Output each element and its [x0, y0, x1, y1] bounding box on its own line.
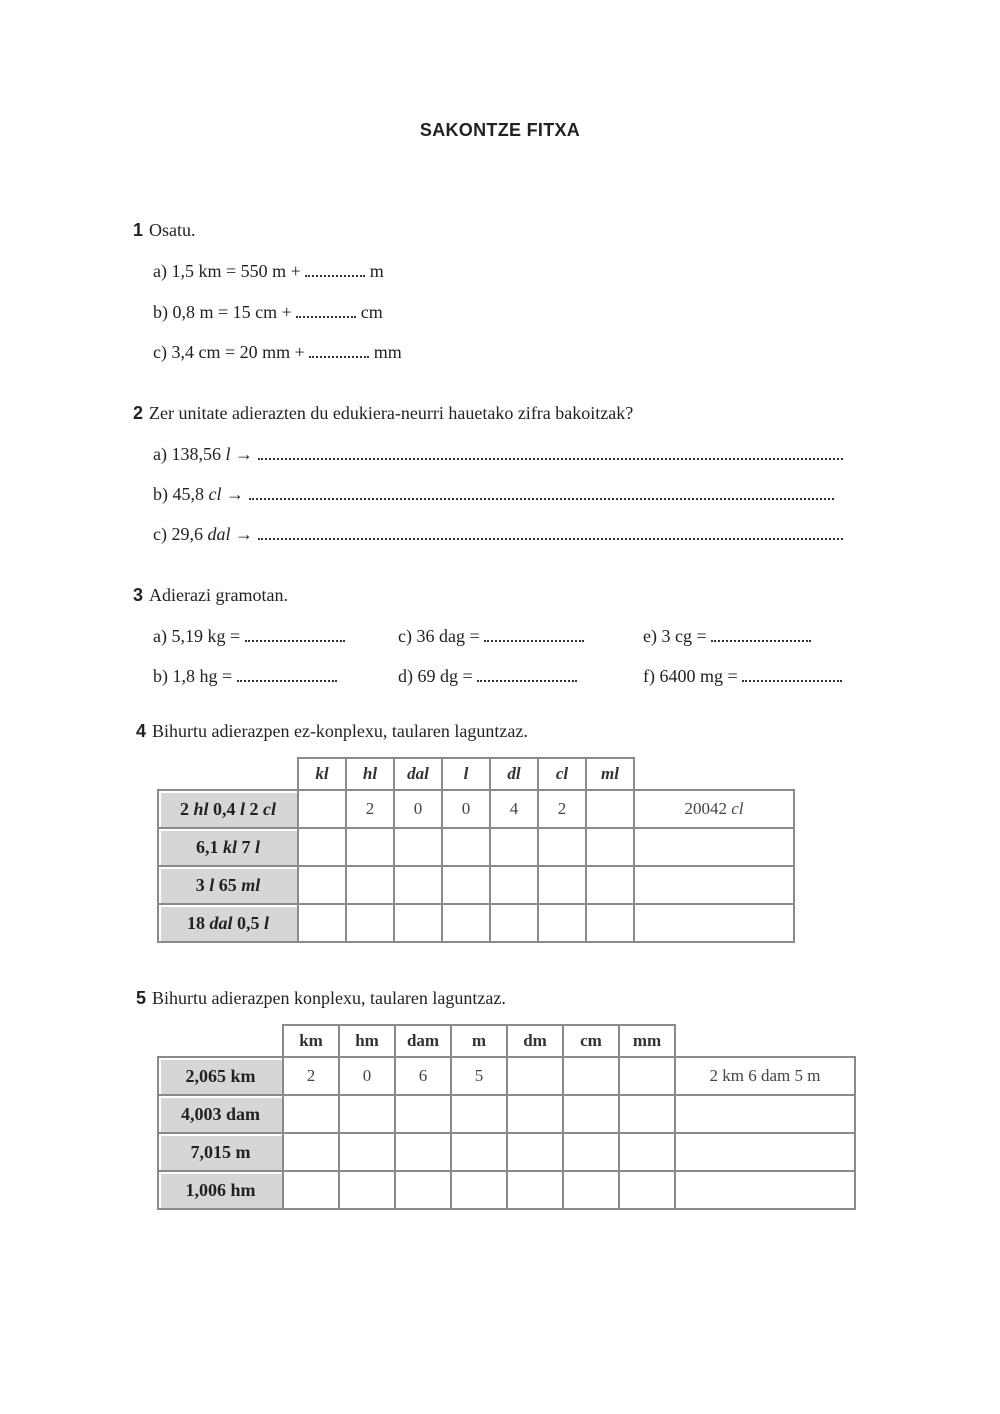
exercise-line — [153, 524, 843, 545]
exercise-text: a) 1,5 km = 550 m + — [153, 261, 301, 281]
digit-cell[interactable] — [538, 828, 586, 866]
result-cell[interactable] — [675, 1171, 855, 1209]
row-label: 2,065 km — [158, 1057, 283, 1095]
row-label: 2 hl 0,4 l 2 cl — [158, 790, 298, 828]
exercise-line — [643, 666, 842, 687]
question-number: 3 — [133, 585, 144, 605]
answer-blank[interactable] — [477, 668, 577, 682]
digit-cell[interactable] — [563, 1095, 619, 1133]
arrow-icon: → — [235, 524, 253, 544]
question-2-heading — [133, 403, 633, 424]
column-header: hm — [339, 1025, 395, 1057]
page-title: SAKONTZE FITXA — [419, 120, 581, 140]
exercise-line — [153, 484, 834, 505]
digit-cell[interactable] — [394, 904, 442, 942]
answer-blank[interactable] — [296, 304, 356, 318]
blank-cell — [158, 1025, 283, 1057]
digit-cell[interactable] — [451, 1133, 507, 1171]
column-header: dm — [507, 1025, 563, 1057]
row-label: 1,006 hm — [158, 1171, 283, 1209]
digit-cell[interactable] — [339, 1095, 395, 1133]
digit-cell[interactable] — [346, 904, 394, 942]
answer-blank[interactable] — [305, 263, 365, 277]
digit-cell[interactable] — [346, 828, 394, 866]
question-number: 1 — [133, 220, 144, 240]
digit-cell[interactable] — [298, 790, 346, 828]
question-5-heading — [136, 988, 506, 1009]
digit-cell[interactable] — [283, 1133, 339, 1171]
question-1-heading — [133, 220, 196, 241]
unit-label: dal — [207, 524, 231, 544]
digit-cell[interactable] — [619, 1171, 675, 1209]
row-label: 3 l 65 ml — [158, 866, 298, 904]
table-row — [158, 1095, 855, 1133]
question-number: 5 — [136, 988, 147, 1008]
exercise-line — [643, 626, 811, 647]
blank-cell — [675, 1025, 855, 1057]
digit-cell[interactable]: 6 — [395, 1057, 451, 1095]
question-4-heading — [136, 721, 528, 742]
digit-cell[interactable] — [298, 866, 346, 904]
result-cell[interactable] — [634, 828, 794, 866]
exercise-text: f) 6400 mg = — [643, 666, 738, 686]
arrow-icon: → — [235, 444, 253, 464]
row-label: 4,003 dam — [158, 1095, 283, 1133]
digit-cell[interactable] — [451, 1171, 507, 1209]
result-cell[interactable] — [634, 790, 794, 828]
result-cell[interactable] — [634, 866, 794, 904]
question-text: Zer unitate adierazten du edukiera-neurri hauetako zifra bakoitzak? — [149, 403, 634, 423]
digit-cell[interactable] — [442, 828, 490, 866]
answer-blank[interactable] — [249, 486, 834, 500]
digit-cell[interactable] — [619, 1133, 675, 1171]
digit-cell[interactable] — [283, 1171, 339, 1209]
answer-blank[interactable] — [309, 344, 369, 358]
table-row — [158, 866, 794, 904]
digit-cell[interactable] — [586, 828, 634, 866]
column-header: hl — [346, 758, 394, 790]
column-header: l — [442, 758, 490, 790]
blank-cell — [158, 758, 298, 790]
table-row — [158, 904, 794, 942]
question-text: Osatu. — [149, 220, 196, 240]
unit-label: mm — [373, 342, 402, 362]
exercise-text: b) 1,8 hg = — [153, 666, 233, 686]
blank-cell — [634, 758, 794, 790]
result-unit: cl — [731, 799, 744, 818]
digit-cell[interactable] — [394, 866, 442, 904]
answer-blank[interactable] — [711, 628, 811, 642]
question-text: Adierazi gramotan. — [149, 585, 288, 605]
table-row — [158, 1133, 855, 1171]
digit-cell[interactable]: 0 — [394, 790, 442, 828]
exercise-line — [153, 666, 337, 687]
exercise-text: a) 5,19 kg = — [153, 626, 241, 646]
exercise-text: c) 3,4 cm = 20 mm + — [153, 342, 305, 362]
digit-cell[interactable]: 5 — [451, 1057, 507, 1095]
digit-cell[interactable] — [395, 1133, 451, 1171]
exercise-text: c) 36 dag = — [398, 626, 480, 646]
exercise-text: b) 45,8 — [153, 484, 209, 504]
answer-blank[interactable] — [742, 668, 842, 682]
exercise-line — [153, 261, 384, 282]
unit-label: l — [225, 444, 231, 464]
digit-cell[interactable] — [507, 1171, 563, 1209]
digit-cell[interactable] — [394, 828, 442, 866]
digit-cell[interactable] — [490, 828, 538, 866]
column-header: dal — [394, 758, 442, 790]
row-label: 7,015 m — [158, 1133, 283, 1171]
result-cell[interactable] — [675, 1133, 855, 1171]
digit-cell[interactable] — [619, 1095, 675, 1133]
exercise-line — [398, 666, 577, 687]
column-header: km — [283, 1025, 339, 1057]
digit-cell[interactable] — [586, 790, 634, 828]
result-value: 20042 — [684, 799, 732, 818]
column-header: kl — [298, 758, 346, 790]
exercise-text: a) 138,56 — [153, 444, 226, 464]
answer-blank[interactable] — [258, 446, 843, 460]
unit-label: cm — [360, 302, 383, 322]
digit-cell[interactable] — [395, 1171, 451, 1209]
table-row — [158, 790, 794, 828]
column-header: mm — [619, 1025, 675, 1057]
digit-cell[interactable] — [563, 1057, 619, 1095]
answer-blank[interactable] — [484, 628, 584, 642]
digit-cell[interactable]: 2 — [346, 790, 394, 828]
answer-blank[interactable] — [258, 526, 843, 540]
table-header-row — [158, 1025, 855, 1057]
column-header: dam — [395, 1025, 451, 1057]
digit-cell[interactable] — [586, 866, 634, 904]
result-cell[interactable] — [634, 904, 794, 942]
question-number: 4 — [136, 721, 147, 741]
digit-cell[interactable] — [619, 1057, 675, 1095]
digit-cell[interactable] — [563, 1171, 619, 1209]
digit-cell[interactable] — [283, 1095, 339, 1133]
digit-cell[interactable] — [538, 904, 586, 942]
column-header: ml — [586, 758, 634, 790]
digit-cell[interactable] — [507, 1057, 563, 1095]
row-label: 18 dal 0,5 l — [158, 904, 298, 942]
digit-cell[interactable] — [298, 828, 346, 866]
digit-cell[interactable] — [442, 904, 490, 942]
unit-label: m — [369, 261, 384, 281]
digit-cell[interactable]: 2 — [538, 790, 586, 828]
exercise-line — [153, 626, 345, 647]
exercise-line — [153, 342, 402, 363]
row-label: 6,1 kl 7 l — [158, 828, 298, 866]
answer-blank[interactable] — [245, 628, 345, 642]
digit-cell[interactable]: 0 — [339, 1057, 395, 1095]
exercise-line — [398, 626, 584, 647]
question-number: 2 — [133, 403, 144, 423]
result-cell[interactable] — [675, 1095, 855, 1133]
table-header-row — [158, 758, 794, 790]
exercise-text: d) 69 dg = — [398, 666, 473, 686]
exercise-text: b) 0,8 m = 15 cm + — [153, 302, 292, 322]
column-header: cm — [563, 1025, 619, 1057]
column-header: m — [451, 1025, 507, 1057]
digit-cell[interactable] — [395, 1095, 451, 1133]
digit-cell[interactable] — [538, 866, 586, 904]
column-header: cl — [538, 758, 586, 790]
length-table — [157, 1024, 856, 1210]
capacity-table — [157, 757, 795, 943]
digit-cell[interactable] — [490, 866, 538, 904]
exercise-text: c) 29,6 — [153, 524, 208, 544]
question-text: Bihurtu adierazpen konplexu, taularen laguntzaz. — [152, 988, 506, 1008]
question-3-heading — [133, 585, 288, 606]
digit-cell[interactable] — [507, 1095, 563, 1133]
digit-cell[interactable]: 0 — [442, 790, 490, 828]
question-text: Bihurtu adierazpen ez-konplexu, taularen laguntzaz. — [152, 721, 528, 741]
unit-label: cl — [208, 484, 222, 504]
column-header: dl — [490, 758, 538, 790]
arrow-icon: → — [226, 484, 244, 504]
digit-cell[interactable] — [490, 904, 538, 942]
digit-cell[interactable] — [339, 1133, 395, 1171]
digit-cell[interactable] — [298, 904, 346, 942]
digit-cell[interactable] — [586, 904, 634, 942]
digit-cell[interactable] — [563, 1133, 619, 1171]
digit-cell[interactable]: 2 — [283, 1057, 339, 1095]
digit-cell[interactable]: 4 — [490, 790, 538, 828]
result-cell[interactable]: 2 km 6 dam 5 m — [675, 1057, 855, 1095]
digit-cell[interactable] — [442, 866, 490, 904]
table-row — [158, 1171, 855, 1209]
exercise-line — [153, 444, 843, 465]
digit-cell[interactable] — [507, 1133, 563, 1171]
table-row — [158, 1057, 855, 1095]
table-row — [158, 828, 794, 866]
digit-cell[interactable] — [346, 866, 394, 904]
digit-cell[interactable] — [451, 1095, 507, 1133]
answer-blank[interactable] — [237, 668, 337, 682]
digit-cell[interactable] — [339, 1171, 395, 1209]
exercise-text: e) 3 cg = — [643, 626, 707, 646]
exercise-line — [153, 302, 383, 323]
